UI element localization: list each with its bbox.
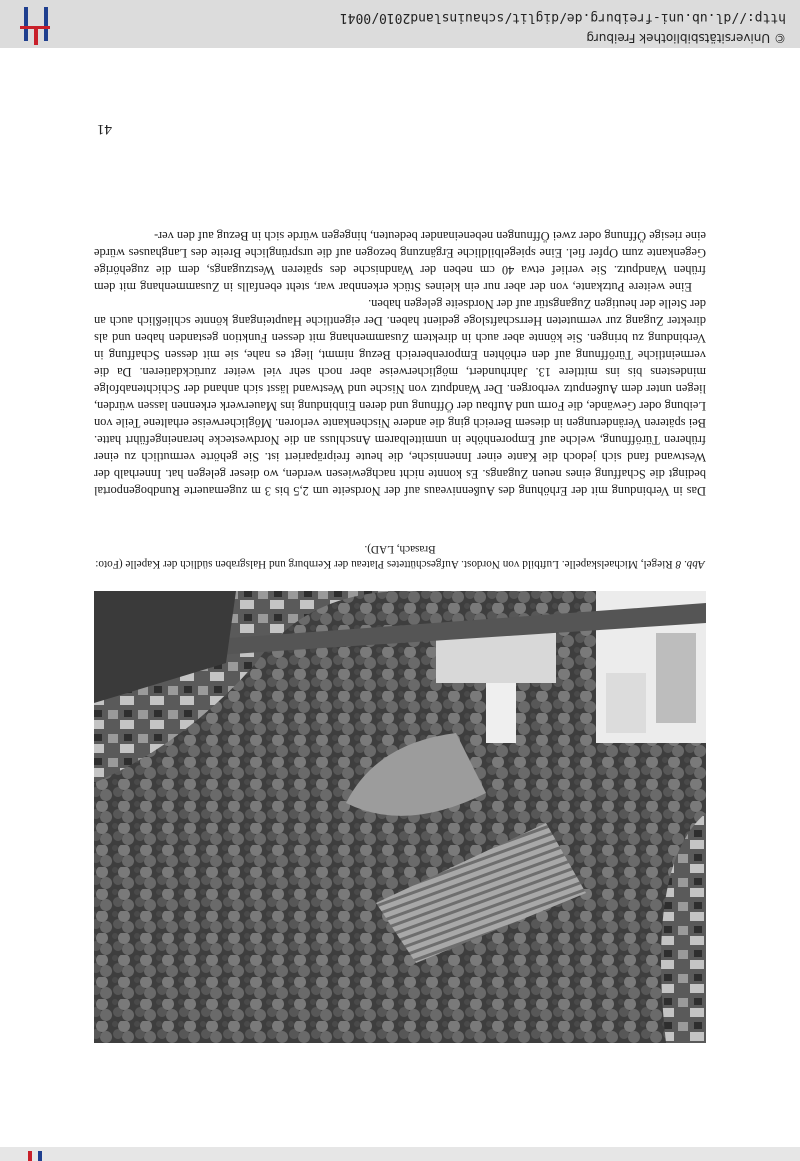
paragraph: Eine weitere Putzkante, von der aber nur ein kleines Stück erkennbar war, steht ebenfalls in Zusammenhang mit dem frühen Wandputz. Sie verlief etwa 40 cm neben der Wandnische des späteren Westzugangs, dem die zugehörige Gegenkante zum Opfer fiel. Eine spiegelbildliche Ergänzung bezogen auf die ursprüngliche Breite des Langhauses würde eine riesige Öffnung oder zwei Öffnungen nebeneinander bedeuten, hingegen würde sich in Bezug auf den ver- (94, 229, 706, 294)
figure-caption-text: Riegel, Michaelskapelle. Luftbild von Nordost. Aufgeschüttetes Plateau der Kernburg und Halsgraben südlich der Kapelle (Foto: Brasach, LAD). (95, 543, 673, 570)
aerial-photo (94, 591, 706, 1043)
paragraph: Das in Verbindung mit der Erhöhung des Außenniveaus auf der Nordseite um 2,5 bis 3 m zugemauerte Rundbogenportal bedingt die Schaffung eines neuen Zugangs. Es konnte nicht nachgewiesen werden, wo dieser gelegen hat. Innerhalb der Westwand fand sich jedoch die Kante einer Innennische, die heute freipräpariert ist. Sie gehörte vermutlich zu einer früheren Türöffnung, welche auf Emporenhöhe in unmittelbarem Anschluss an die Nordwestecke heraneingeführt hatte. Bei späteren Veränderungen in diesem Bereich ging die andere Nischenkante verloren. Möglicherweise erhaltene Teile von Leibung oder Gewände, die Form und Aufbau der Öffnung und deren Einbindung ins Mauerwerk erkennen lassen würden, liegen unter dem Außenputz verborgen. Der Wandputz von Nische und Westwand lässt sich anhand der Schichtenabfolge mindestens bis ins mittlere 13. Jahrhundert, möglicherweise aber noch sehr viel weiter zurückdatieren. Da die vermeintliche Türöffnung auf den erhöhten Emporenbereich Bezug nimmt, liegt es nahe, sie mit dessen Schaffung in Verbindung zu bringen. Sie könnte aber auch in direktem Zusammenhang mit dessen Funktion gestanden haben und als direkter Zugang zur vermuteten Herrschaftsloge gedient haben. Der eigentliche Haupteingang könnte schließlich auch an der Stelle der heutigen Zugangstür auf der Nordseite gelegen haben. (94, 297, 706, 498)
edge-mark (28, 1151, 32, 1161)
body-text (94, 227, 706, 499)
figure-label: Abb. 8 (675, 558, 705, 570)
page-number: 41 (97, 121, 112, 137)
ub-freiburg-logo-icon (8, 5, 50, 45)
document-url-link[interactable]: http://dl.ub.uni-freiburg.de/diglit/schauinsland2010/0041 (339, 10, 786, 25)
figure-caption (94, 541, 706, 571)
aerial-photo-icon (94, 591, 706, 1043)
copyright-text: © Universitätsbibliothek Freiburg (586, 31, 786, 45)
edge-mark (38, 1151, 42, 1161)
scan-edge-band (0, 1147, 800, 1161)
